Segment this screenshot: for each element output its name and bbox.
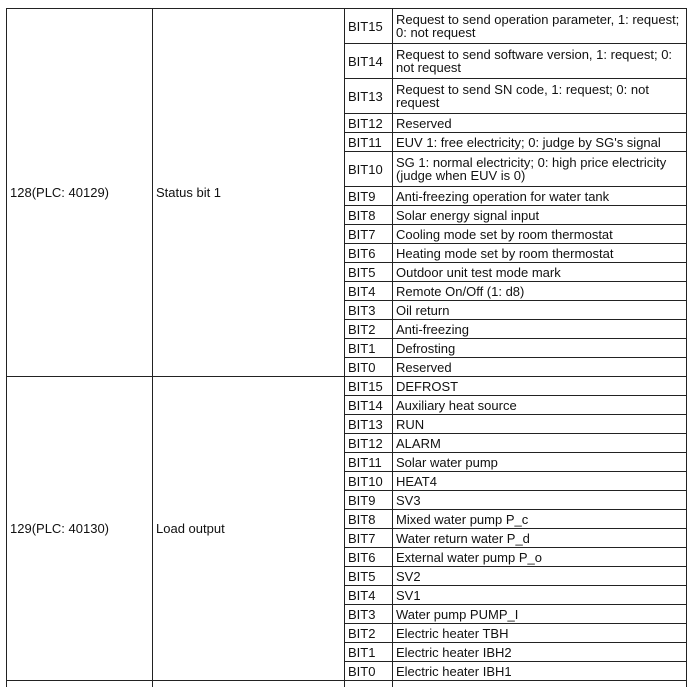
register-name: Status bit 1 (153, 9, 345, 377)
table-continuation-row (7, 681, 687, 688)
bit-label: BIT7 (345, 529, 393, 548)
bit-description: Water pump PUMP_I (393, 605, 687, 624)
register-table-body (7, 9, 687, 688)
bit-label: BIT3 (345, 301, 393, 320)
bit-label: BIT6 (345, 244, 393, 263)
bit-label: BIT4 (345, 586, 393, 605)
bit-description: Electric heater IBH1 (393, 662, 687, 681)
bit-label: BIT2 (345, 624, 393, 643)
bit-label: BIT10 (345, 152, 393, 187)
bit-label: BIT7 (345, 225, 393, 244)
bit-label: BIT9 (345, 491, 393, 510)
register-table (6, 8, 687, 687)
table-row (7, 9, 687, 44)
bit-description: Outdoor unit test mode mark (393, 263, 687, 282)
bit-label: BIT15 (345, 377, 393, 396)
bit-description: Solar water pump (393, 453, 687, 472)
bit-label: BIT0 (345, 358, 393, 377)
continuation-cell (393, 681, 687, 688)
register-address: 128(PLC: 40129) (7, 9, 153, 377)
bit-description: Electric heater TBH (393, 624, 687, 643)
bit-description: Defrosting (393, 339, 687, 358)
bit-description: Auxiliary heat source (393, 396, 687, 415)
bit-label: BIT15 (345, 9, 393, 44)
bit-label: BIT1 (345, 643, 393, 662)
bit-label: BIT0 (345, 662, 393, 681)
bit-description: External water pump P_o (393, 548, 687, 567)
bit-description: Heating mode set by room thermostat (393, 244, 687, 263)
bit-description: ALARM (393, 434, 687, 453)
bit-description: EUV 1: free electricity; 0: judge by SG's signal (393, 133, 687, 152)
register-address: 129(PLC: 40130) (7, 377, 153, 681)
bit-description: Reserved (393, 358, 687, 377)
bit-description: DEFROST (393, 377, 687, 396)
bit-label: BIT13 (345, 415, 393, 434)
bit-description: SG 1: normal electricity; 0: high price electricity (judge when EUV is 0) (393, 152, 687, 187)
bit-description: Anti-freezing (393, 320, 687, 339)
bit-label: BIT6 (345, 548, 393, 567)
bit-label: BIT8 (345, 206, 393, 225)
bit-label: BIT2 (345, 320, 393, 339)
bit-label: BIT11 (345, 453, 393, 472)
bit-description: SV3 (393, 491, 687, 510)
bit-description: Mixed water pump P_c (393, 510, 687, 529)
bit-label: BIT12 (345, 434, 393, 453)
bit-description: Reserved (393, 114, 687, 133)
bit-description: Request to send operation parameter, 1: request; 0: not request (393, 9, 687, 44)
bit-label: BIT14 (345, 44, 393, 79)
bit-label: BIT1 (345, 339, 393, 358)
bit-label: BIT3 (345, 605, 393, 624)
bit-label: BIT8 (345, 510, 393, 529)
bit-description: RUN (393, 415, 687, 434)
continuation-cell (153, 681, 345, 688)
bit-label: BIT11 (345, 133, 393, 152)
continuation-cell (7, 681, 153, 688)
register-document (6, 8, 687, 687)
bit-description: SV1 (393, 586, 687, 605)
bit-description: Water return water P_d (393, 529, 687, 548)
continuation-cell (345, 681, 393, 688)
bit-label: BIT10 (345, 472, 393, 491)
bit-description: HEAT4 (393, 472, 687, 491)
bit-description: Cooling mode set by room thermostat (393, 225, 687, 244)
bit-description: Anti-freezing operation for water tank (393, 187, 687, 206)
bit-label: BIT5 (345, 567, 393, 586)
bit-label: BIT13 (345, 79, 393, 114)
bit-label: BIT5 (345, 263, 393, 282)
bit-label: BIT9 (345, 187, 393, 206)
bit-description: Remote On/Off (1: d8) (393, 282, 687, 301)
bit-description: Request to send software version, 1: request; 0: not request (393, 44, 687, 79)
bit-description: SV2 (393, 567, 687, 586)
bit-description: Request to send SN code, 1: request; 0: not request (393, 79, 687, 114)
table-row (7, 377, 687, 396)
bit-description: Solar energy signal input (393, 206, 687, 225)
bit-description: Electric heater IBH2 (393, 643, 687, 662)
bit-label: BIT4 (345, 282, 393, 301)
bit-label: BIT12 (345, 114, 393, 133)
bit-description: Oil return (393, 301, 687, 320)
bit-label: BIT14 (345, 396, 393, 415)
register-name: Load output (153, 377, 345, 681)
